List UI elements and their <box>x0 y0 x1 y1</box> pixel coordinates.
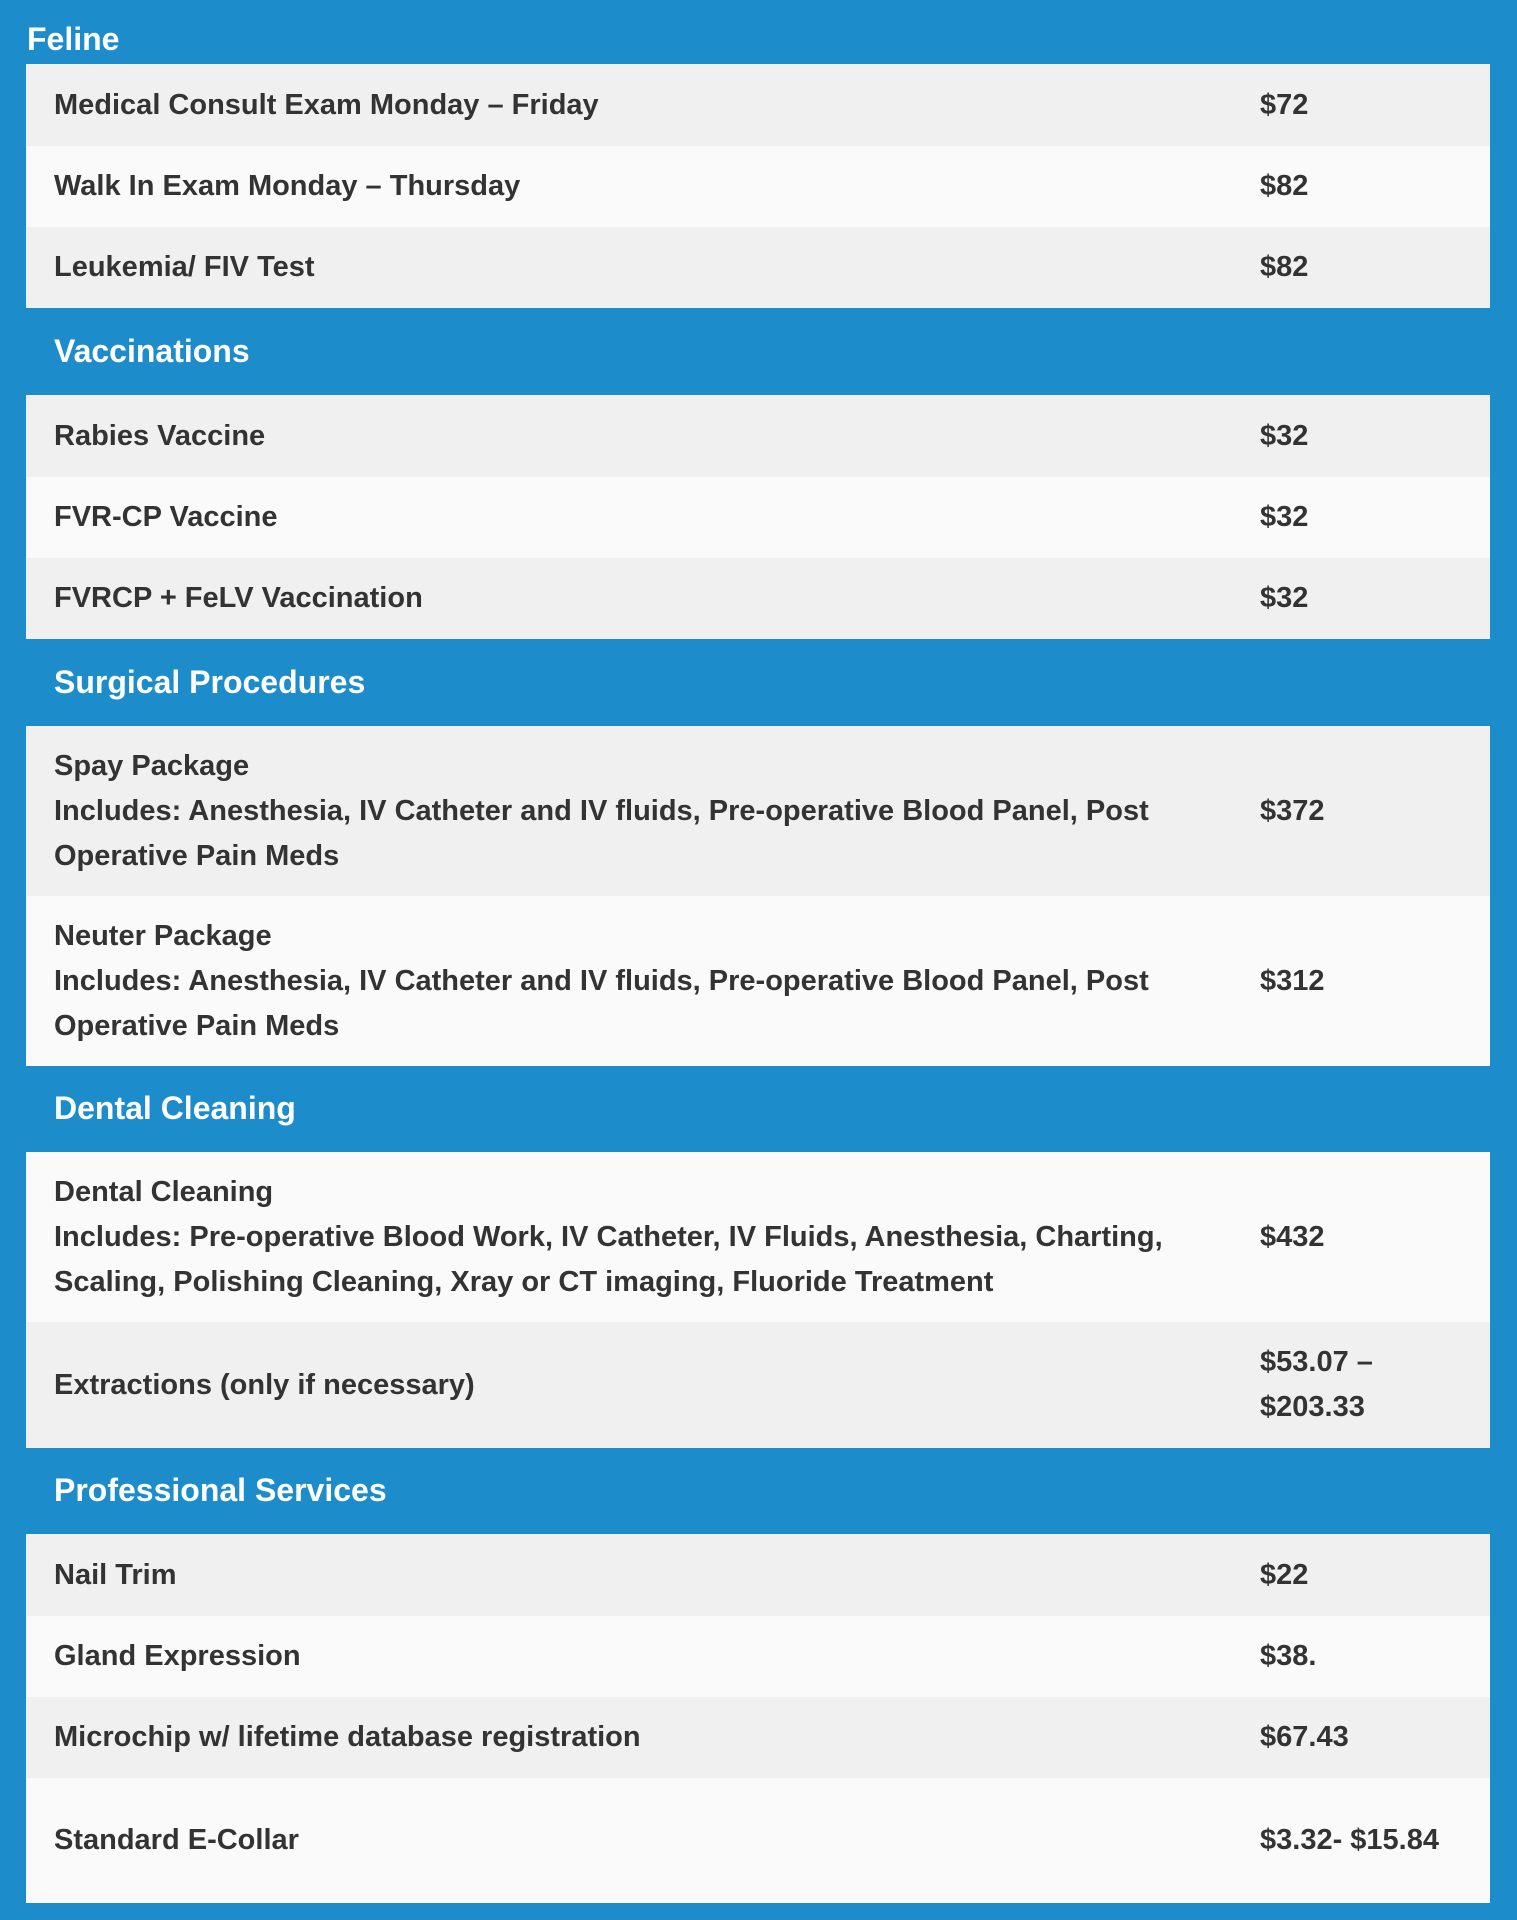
vaccinations-card <box>26 395 1490 639</box>
service-description <box>26 1170 1260 1305</box>
table-row <box>26 1616 1490 1697</box>
service-name: Microchip w/ lifetime database registration <box>54 1721 641 1753</box>
service-price: $372 <box>1260 794 1325 827</box>
service-name: Leukemia/ FIV Test <box>54 251 315 283</box>
service-description <box>26 914 1260 1049</box>
service-price: $32 <box>1260 419 1309 452</box>
service-name: Nail Trim <box>54 1558 177 1591</box>
table-row <box>26 64 1490 146</box>
section-heading-professional: Professional Services <box>54 1472 387 1508</box>
service-price: $82 <box>1260 251 1309 283</box>
service-price: $32 <box>1260 582 1309 614</box>
table-row <box>26 477 1490 558</box>
service-detail: Includes: Anesthesia, IV Catheter and IV fluids, Pre-operative Blood Panel, Post Operative Pain Meds <box>54 964 1149 1042</box>
table-row <box>26 726 1490 896</box>
table-row <box>26 227 1490 308</box>
section-heading-dental: Dental Cleaning <box>54 1090 296 1126</box>
service-price: $432 <box>1260 1220 1325 1253</box>
service-name: Medical Consult Exam Monday – Friday <box>54 88 599 121</box>
service-price: $67.43 <box>1260 1721 1349 1753</box>
service-description <box>26 744 1260 879</box>
service-name: FVRCP + FeLV Vaccination <box>54 582 423 614</box>
table-row <box>26 896 1490 1066</box>
service-name: Spay Package <box>54 749 250 782</box>
service-price: $72 <box>1260 88 1309 121</box>
service-name: Neuter Package <box>54 919 272 952</box>
service-price: $53.07 – $203.33 <box>1260 1346 1373 1423</box>
table-row <box>26 146 1490 227</box>
service-name: Standard E-Collar <box>54 1824 299 1856</box>
dental-card <box>26 1152 1490 1448</box>
service-price: $22 <box>1260 1558 1309 1591</box>
table-row <box>26 1778 1490 1903</box>
service-name: Gland Expression <box>54 1640 301 1672</box>
service-name: Extractions (only if necessary) <box>54 1368 475 1401</box>
table-row <box>26 1152 1490 1322</box>
table-row <box>26 1697 1490 1778</box>
service-price: $3.32- $15.84 <box>1260 1824 1439 1856</box>
table-row <box>26 395 1490 477</box>
service-price: $32 <box>1260 501 1309 533</box>
table-row <box>26 558 1490 639</box>
service-price: $312 <box>1260 964 1325 997</box>
table-row <box>26 1534 1490 1616</box>
service-detail: Includes: Pre-operative Blood Work, IV Catheter, IV Fluids, Anesthesia, Charting, Scaling, Polishing Cleaning, Xray or CT imaging, Fluoride Treatment <box>54 1220 1163 1298</box>
service-detail: Includes: Anesthesia, IV Catheter and IV fluids, Pre-operative Blood Panel, Post Operative Pain Meds <box>54 794 1149 872</box>
service-name: Dental Cleaning <box>54 1175 274 1208</box>
professional-card <box>26 1534 1490 1903</box>
table-row <box>26 1322 1490 1448</box>
service-price: $38. <box>1260 1640 1317 1672</box>
section-heading-vaccinations: Vaccinations <box>54 333 250 369</box>
service-name: Rabies Vaccine <box>54 419 266 452</box>
service-price: $82 <box>1260 170 1309 202</box>
service-name: Walk In Exam Monday – Thursday <box>54 170 521 202</box>
exam-card <box>26 64 1490 308</box>
section-heading-surgical: Surgical Procedures <box>54 664 366 700</box>
service-name: FVR-CP Vaccine <box>54 501 278 533</box>
page-title: Feline <box>27 21 120 57</box>
surgical-card <box>26 726 1490 1066</box>
